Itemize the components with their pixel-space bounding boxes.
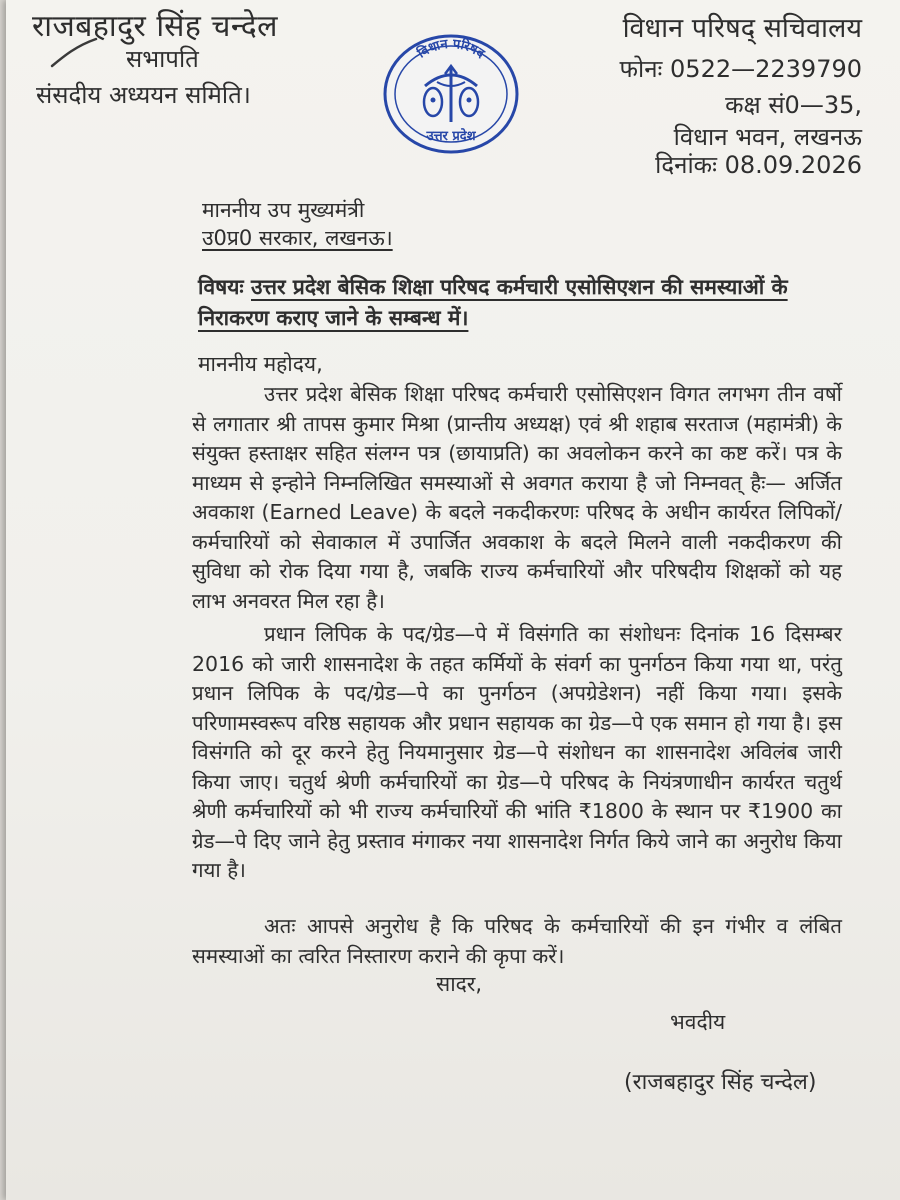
signatory-name: (राजबहादुर सिंह चन्देल) (624, 1070, 817, 1095)
salutation: माननीय महोदय, (198, 352, 323, 376)
body-paragraph-1: उत्तर प्रदेश बेसिक शिक्षा परिषद कर्मचारी एसोसिएशन विगत लगभग तीन वर्षो से लगातार श्री तापस कुमार मिश्रा (प्रान्तीय अध्यक्ष) एवं श्री शहाब सरताज (महामंत्री) के संयुक्त हस्ताक्षर सहित संलग्न पत्र (छायाप्रति) का अवलोकन करने का कष्ट करें। पत्र के माध्यम से इन्होने निम्नलिखित समस्याओं से अवगत कराया है जो निम्नवत् हैः— अर्जित अवकाश (Earned Leave) के बदले नकदीकरणः परिषद के अधीन कार्यरत लिपिकों/कर्मचारियों को सेवाकाल में उपार्जित अवकाश के बदले मिलने वाली नकदीकरण की सुविधा को रोक दिया गया है, जबकि राज्य कर्मचारियों और परिषदीय शिक्षकों को यह लाभ अनवरत मिल रहा है। (192, 382, 842, 613)
office-building: विधान भवन, लखनऊ (673, 123, 862, 151)
legislative-council-seal-icon (381, 30, 521, 154)
seal-top-text: विधान परिषद (415, 36, 488, 62)
closing-bhavdiya: भवदीय (670, 1010, 726, 1034)
letterhead-post: सभापति (126, 45, 199, 73)
addressee-line-2: उ0प्र0 सरकार, लखनऊ। (202, 226, 393, 250)
letterhead-committee: संसदीय अध्ययन समिति। (36, 81, 251, 109)
addressee-line-1: माननीय उप मुख्यमंत्री (202, 198, 365, 222)
seal-bottom-text: उत्तर प्रदेश (426, 129, 476, 144)
subject-text: उत्तर प्रदेश बेसिक शिक्षा परिषद कर्मचारी एसोसिएशन की समस्याओं के निराकरण कराए जाने के सम्बन्ध में। (198, 275, 788, 330)
subject-label: विषयः (198, 275, 244, 299)
office-phone: फोनः 0522—2239790 (619, 55, 862, 83)
body-paragraph-3: अतः आपसे अनुरोध है कि परिषद के कर्मचारियों की इन गंभीर व लंबित समस्याओं का त्वरित निस्तारण कराने की कृपा करें। (192, 914, 842, 968)
subject-block (198, 272, 838, 334)
letter-sheet (6, 0, 900, 1200)
letterhead-name: राजबहादुर सिंह चन्देल (32, 9, 278, 44)
office-name: विधान परिषद् सचिवालय (622, 13, 862, 44)
office-room: कक्ष सं0—35, (725, 91, 862, 119)
body-paragraph-2: प्रधान लिपिक के पद/ग्रेड—पे में विसंगति का संशोधनः दिनांक 16 दिसम्बर 2016 को जारी शासनादेश के तहत कर्मियों के संवर्ग का पुनर्गठन किया गया था, परंतु प्रधान लिपिक के पद/ग्रेड—पे का पुनर्गठन (अपग्रेडेशन) नहीं किया गया। इसके परिणामस्वरूप वरिष्ठ सहायक और प्रधान सहायक का ग्रेड—पे एक समान हो गया है। इस विसंगति को दूर करने हेतु नियमानुसार ग्रेड—पे संशोधन का शासनादेश अविलंब जारी किया जाए। चतुर्थ श्रेणी कर्मचारियों का ग्रेड—पे परिषद के नियंत्रणाधीन कार्यरत चतुर्थ श्रेणी कर्मचारियों को भी राज्य कर्मचारियों की भांति ₹1800 के स्थान पर ₹1900 का ग्रेड—पे दिए जाने हेतु प्रस्ताव मंगाकर नया शासनादेश निर्गत किये जाने का अनुरोध किया गया है। (192, 622, 842, 882)
closing-sadar: सादर, (436, 972, 483, 996)
letter-date: दिनांकः 08.09.2026 (655, 151, 862, 179)
signature-stroke-icon (46, 36, 101, 70)
